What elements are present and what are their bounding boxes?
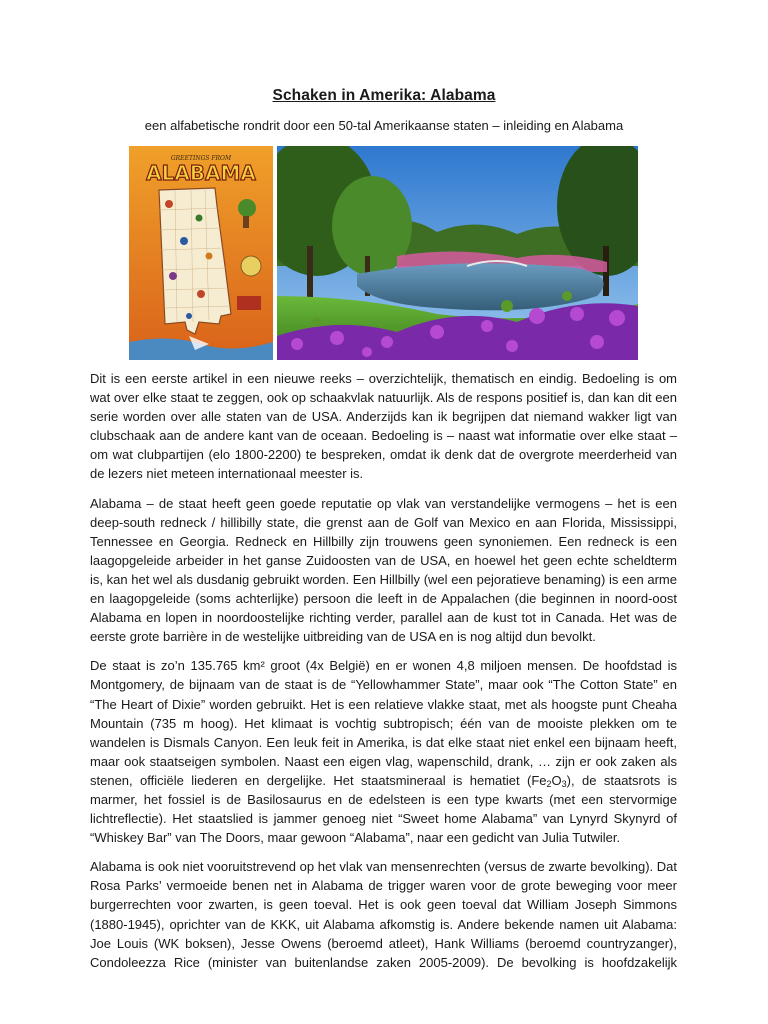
paragraph-3-text-b: ), de staatsrots is marmer, het fossiel is de Basilosaurus en de edelsteen is een type kwarts (met een stervormige lichtreflectie). Het staatslied is jammer genoeg niet “Sweet home Alabama” van Lynyrd Skynyrd of “Whiskey Bar” van The Doors, maar gewoon “Alabama”, naar een gedicht van Julia Tutwiler. [90, 772, 677, 846]
paragraph-3-text-a: De staat is zo’n 135.765 km² groot (4x België) en er wonen 4,8 miljoen mensen. De hoofdstad is Montgomery, de bijnaam van de staat is de “Yellowhammer State”, maar ook “The Cotton State” en “The Heart of Dixie” worden gebruikt. Het is een relatieve vlakke staat, met als hoogste punt Cheaha Mountain (735 m hoog). Het klimaat is vochtig subtropisch; één van de mooiste plekken om te wandelen is Dismals Canyon. Een leuk feit in Amerika, is dat elke staat niet enkel een bijnaam heeft, maar ook staatseigen symbolen. Naast een eigen vlag, wapenschild, drank, … zijn er ook zaken als stenen, officiële liederen en dergelijke. Het staatsmineraal is hematiet (Fe [90, 658, 677, 788]
postcard-state-name: ALABAMA [146, 161, 256, 185]
alabama-landscape-image [277, 146, 638, 360]
paragraph-2: Alabama – de staat heeft geen goede reputatie op vlak van verstandelijke vermogens – het is een deep-south redneck / hillibilly state, die grenst aan de Golf van Mexico en aan Florida, Mississippi, Tennessee en Georgia. Redneck en Hillbilly zijn trouwens geen synoniemen. Een redneck is een laagopgeleide arbeider in het ganse Zuidoosten van de USA, en hoewel het geen echte scheldterm is, kan het wel als dusdanig gebruikt worden. Een Hillbilly (wel een pejoratieve benaming) is een arme en laagopgeleide (soms achterlijke) persoon die leeft in de Appalachen (die beginnen in noord-oost Alabama en lopen in noordoostelijke richting verder, parallel aan de kust tot in Canada. Het was de eerste grote barrière in de westelijke uitbreiding van de USA en is nog altijd dun bevolkt. [90, 495, 677, 645]
paragraph-1: Dit is een eerste artikel in een nieuwe reeks – overzichtelijk, thematisch en eindig. Bedoeling is om wat over elke staat te zeggen, ook op schaakvlak natuurlijk. Als de respons positief is, dan kan dit een serie worden over alle staten van de USA. Anderzijds kan ik begrijpen dat niemand wakker ligt van clubschaak aan de andere kant van de oceaan. Bedoeling is – naast wat informatie over elke staat – om wat clubpartijen (elo 1800-2200) te bespreken, omdat ik denk dat de overgrote meerderheid van de lezers niet meteen internationaal meester is. [90, 371, 677, 482]
page-title: Schaken in Amerika: Alabama [272, 87, 496, 104]
formula-oxygen: O [551, 772, 562, 788]
formula-subscript-2: 3 [561, 778, 567, 789]
formula-subscript-1: 2 [546, 778, 552, 789]
paragraph-4: Alabama is ook niet vooruitstrevend op het vlak van mensenrechten (versus de zwarte bevolking). Dat Rosa Parks’ vermoeide benen net in Alabama de trigger waren voor de grote beweging voor meer burgerrechten voor zwarten, is geen toeval. Het is ook geen toeval dat William Joseph Simmons (1880-1945), oprichter van de KKK, uit Alabama afkomstig is. Andere bekende namen uit Alabama: Joe Louis (WK boksen), Jesse Owens (beroemd atleet), Hank Williams (beroemd countryzanger), Condoleezza Rice (minister van buitenlandse zaken 2005-2009). De bevolking is hoofdzakelijk [90, 859, 677, 970]
alabama-postcard-image [129, 146, 273, 360]
postcard-greeting: GREETINGS FROM [170, 155, 232, 162]
page-subtitle: een alfabetische rondrit door een 50-tal Amerikaanse staten – inleiding en Alabama [144, 118, 624, 133]
article-body [90, 369, 677, 982]
paragraph-3 [90, 656, 677, 847]
